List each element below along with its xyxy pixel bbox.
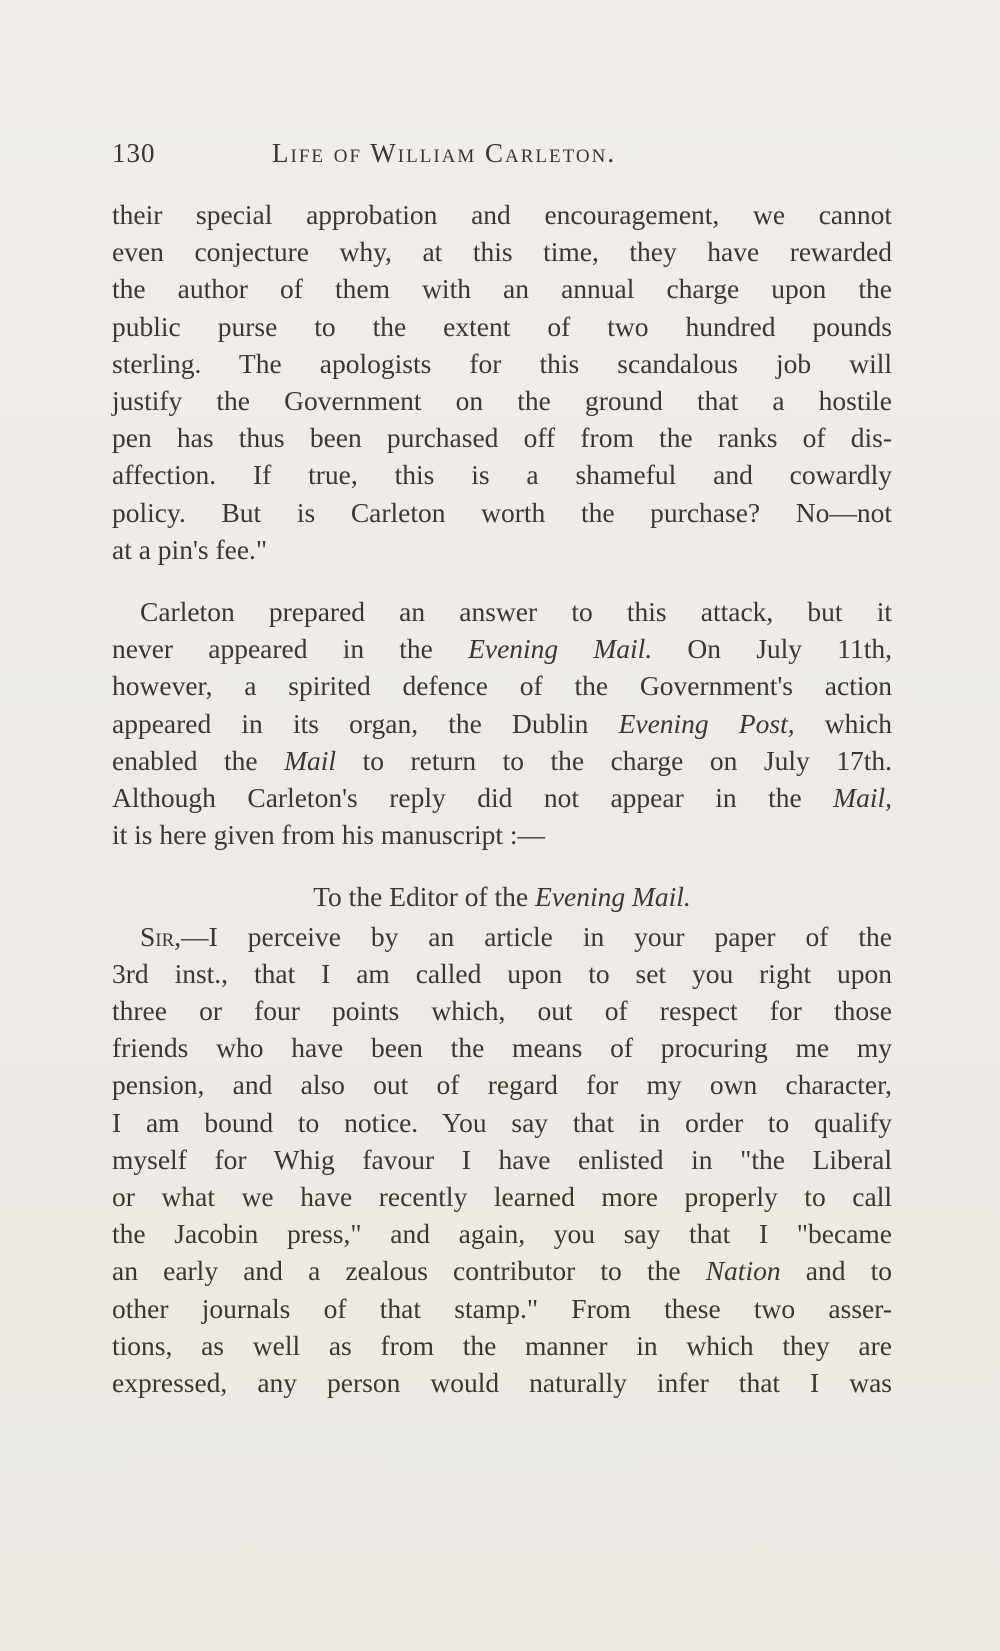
text-line: the author of them with an annual charge upon the (112, 273, 892, 305)
paragraph-narrative (112, 593, 892, 853)
text-segment: enabled the (112, 744, 285, 776)
text-line: the Jacobin press," and again, you say that I "became (112, 1218, 892, 1250)
text-line (112, 742, 892, 779)
running-title: Life of William Carleton. (272, 138, 617, 168)
text-line: other journals of that stamp." From these two asser- (112, 1292, 892, 1324)
paragraph-gap (112, 568, 892, 593)
page-header (112, 138, 892, 178)
text-line: justify the Government on the ground that a hostile (112, 385, 892, 417)
text-line: even conjecture why, at this time, they have rewarded (112, 236, 892, 268)
text-line: friends who have been the means of procuring me my (112, 1032, 892, 1064)
text-line (112, 1252, 892, 1289)
text-line: three or four points which, out of respect for those (112, 995, 892, 1027)
text-segment: —I perceive by an article in your paper of the (181, 920, 892, 952)
text-line: pension, and also out of regard for my own character, (112, 1069, 892, 1101)
text-line: I am bound to notice. You say that in order to qualify (112, 1106, 892, 1138)
text-segment: appeared in its organ, the Dublin (112, 707, 619, 739)
newspaper-title: Evening Post, (618, 707, 795, 739)
text-line: affection. If true, this is a shameful and cowardly (112, 459, 892, 491)
text-line (112, 779, 892, 816)
text-segment: to return to the charge on July 17th. (336, 744, 892, 776)
text-line: public purse to the extent of two hundred pounds (112, 310, 892, 342)
text-segment: never appeared in the (112, 633, 469, 665)
text-line (112, 705, 892, 742)
letter-heading (112, 878, 892, 915)
newspaper-title: Mail (284, 744, 337, 776)
text-segment: On July 11th, (652, 633, 892, 665)
newspaper-title: Nation (705, 1255, 781, 1287)
salutation: Sir, (140, 920, 182, 952)
text-line: their special approbation and encouragement, we cannot (112, 199, 892, 230)
text-segment: which (794, 707, 892, 739)
text-line (112, 630, 892, 667)
page-number: 130 (112, 138, 156, 168)
text-line: myself for Whig favour I have enlisted in "the Liberal (112, 1143, 892, 1175)
newspaper-title: Mail, (833, 782, 892, 814)
text-line: sterling. The apologists for this scandalous job will (112, 347, 892, 379)
text-segment: Carleton prepared an answer to this attack, but it (140, 596, 892, 628)
text-line (112, 593, 892, 630)
paragraph-gap (112, 853, 892, 878)
text-segment: and to (780, 1255, 892, 1287)
text-line: tions, as well as from the manner in which they are (112, 1329, 892, 1361)
text-segment: Although Carleton's reply did not appear in the (112, 782, 834, 814)
text-line: expressed, any person would naturally infer that I was (112, 1367, 892, 1399)
newspaper-title: Evening Mail. (535, 881, 691, 913)
text-segment: an early and a zealous contributor to the (112, 1255, 706, 1287)
body-text (112, 196, 892, 1401)
text-line: policy. But is Carleton worth the purchase? No—not (112, 496, 892, 528)
text-line: 3rd inst., that I am called upon to set you right upon (112, 957, 892, 989)
text-line: or what we have recently learned more properly to call (112, 1181, 892, 1213)
text-line: it is here given from his manuscript :— (112, 819, 546, 851)
newspaper-title: Evening Mail. (468, 633, 653, 665)
text-line: at a pin's fee." (112, 533, 268, 565)
text-line: however, a spirited defence of the Government's action (112, 670, 892, 702)
text-line: pen has thus been purchased off from the ranks of dis- (112, 422, 892, 454)
paragraph-continuation (112, 196, 892, 568)
text-line (112, 918, 892, 955)
text-segment: To the Editor of the (313, 881, 536, 913)
letter-body (112, 918, 892, 1402)
